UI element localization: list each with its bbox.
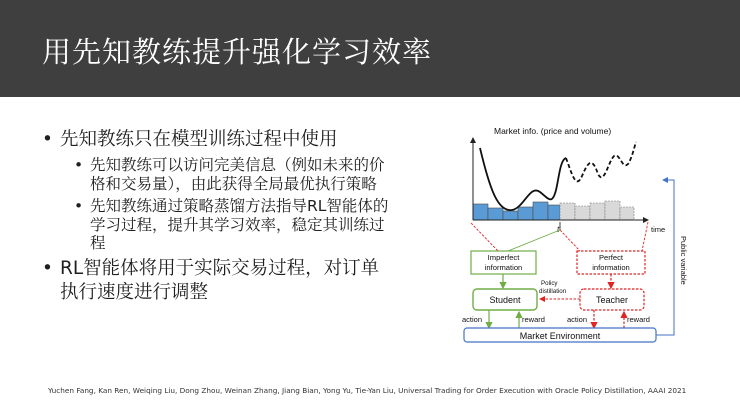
perfect-label-line-1: Perfect xyxy=(598,253,624,262)
volume-bar xyxy=(605,201,620,220)
bullet-dot: • xyxy=(42,257,53,279)
connector-line xyxy=(560,230,580,251)
teacher-action-label: action xyxy=(567,315,588,324)
title-bar xyxy=(0,0,740,97)
t-label: t xyxy=(557,225,560,234)
future-price-line xyxy=(566,142,636,181)
market-info-title: Market info. (price and volume) xyxy=(494,126,612,136)
volume-bar xyxy=(620,207,634,220)
imperfect-label-line-1: Imperfect xyxy=(487,253,520,262)
volume-bar xyxy=(533,202,548,220)
sub-bullet-1-text: 先知教练可以访问完美信息（例如未来的价格和交易量），由此获得全局最优执行策略 xyxy=(90,156,385,193)
public-variable-label: Public variable xyxy=(679,236,688,285)
bullet-1 xyxy=(42,128,392,152)
bullet-2-text: RL智能体将用于实际交易过程，对订单执行速度进行调整 xyxy=(60,257,380,303)
citation: Yuchen Fang, Kan Ren, Weiqing Liu, Dong Zhou, Weinan Zhang, Jiang Bian, Yong Yu, Tie-Yan Liu, Universal Trading for Order Execution with Oracle Policy Distillation, AAAI 2021 xyxy=(48,386,687,395)
teacher-label: Teacher xyxy=(595,295,629,305)
student-label: Student xyxy=(489,295,521,305)
connector-line xyxy=(508,230,560,251)
volume-bar xyxy=(473,204,488,220)
figure-svg xyxy=(462,118,696,348)
student-action-label: action xyxy=(462,315,483,324)
bullet-dot: • xyxy=(74,197,84,215)
sub-bullet-2 xyxy=(74,197,392,253)
time-label: time xyxy=(651,225,666,234)
volume-bars xyxy=(473,201,634,220)
slide-title: 用先知教练提升强化学习效率 xyxy=(42,35,433,69)
past-price-line xyxy=(480,148,566,210)
volume-bar xyxy=(560,203,575,220)
policy-distillation-line-2: distillation xyxy=(539,288,567,295)
policy-distillation-figure xyxy=(462,118,696,348)
volume-bar xyxy=(590,203,605,220)
bullet-2 xyxy=(42,257,392,305)
volume-bar xyxy=(575,206,590,220)
bullet-dot: • xyxy=(42,129,53,150)
bullet-list xyxy=(42,128,392,309)
public-variable-arrow xyxy=(656,180,674,335)
market-environment-label: Market Environment xyxy=(519,331,601,341)
sub-bullet-1 xyxy=(74,156,392,193)
bullet-dot: • xyxy=(74,156,84,174)
bullet-1-text: 先知教练只在模型训练过程中使用 xyxy=(60,129,338,150)
volume-bar xyxy=(503,211,518,220)
perfect-label-line-2: information xyxy=(592,263,630,272)
volume-bar xyxy=(518,207,533,220)
volume-bar xyxy=(488,208,503,220)
connector-line xyxy=(471,223,498,251)
sub-bullet-2-text: 先知教练通过策略蒸馏方法指导RL智能体的学习过程，提升其学习效率，稳定其训练过程 xyxy=(90,197,389,252)
volume-bar xyxy=(548,205,560,220)
connector-line xyxy=(642,222,648,251)
student-reward-label: reward xyxy=(522,315,545,324)
imperfect-label-line-2: information xyxy=(484,263,523,272)
policy-distillation-line-1: Policy xyxy=(541,280,558,287)
teacher-reward-label: reward xyxy=(627,315,650,324)
